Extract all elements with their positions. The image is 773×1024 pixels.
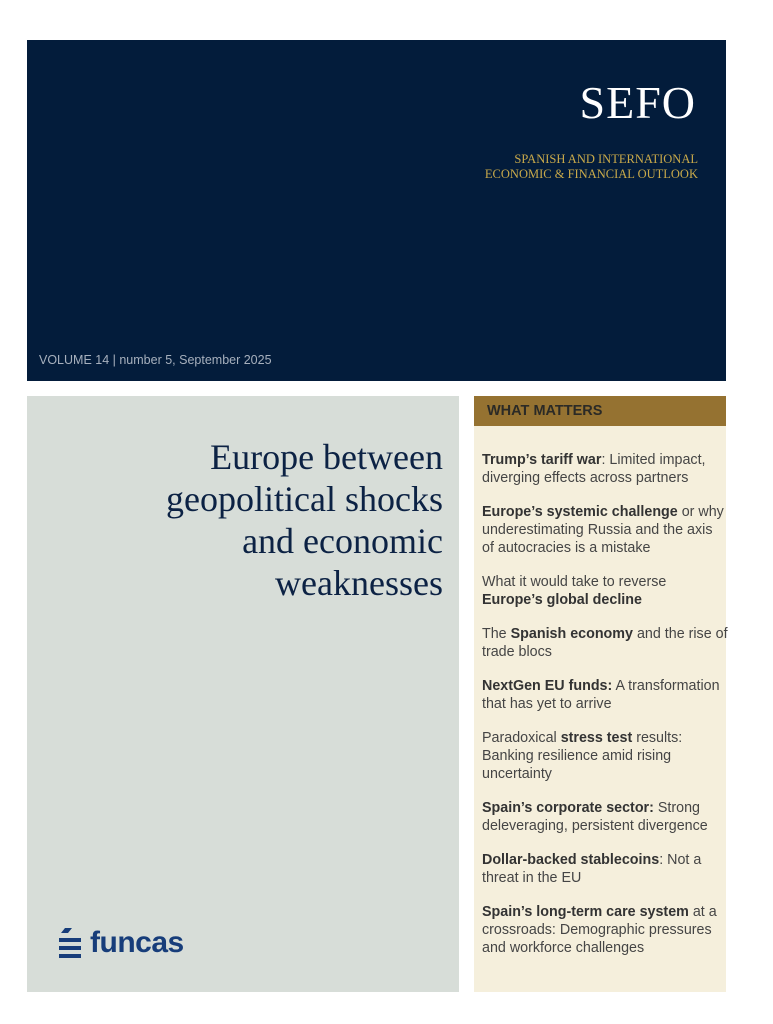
item-text: The [482,626,511,642]
what-matters-title: WHAT MATTERS [474,396,726,426]
item-highlight: Spain’s corporate sector: [482,800,654,816]
what-matters-item [482,903,728,957]
stacked-bars-icon [59,928,81,958]
item-text: Strong deleveraging, persistent divergence [482,800,708,834]
cover-headline [63,436,443,604]
item-text: at a crossroads: Demographic pressures and workforce challenges [482,904,717,956]
what-matters-item [482,573,728,609]
item-text: What it would take to reverse [482,574,667,590]
what-matters-item [482,799,728,835]
subtitle-line-2: ECONOMIC & FINANCIAL OUTLOOK [484,167,698,181]
item-highlight: NextGen EU funds: [482,678,613,694]
item-text: or why underestimating Russia and the axis of autocracies is a mistake [482,504,724,556]
headline-line: geopolitical shocks [166,479,443,519]
what-matters-item [482,503,728,557]
item-text: results: Banking resilience amid rising uncertainty [482,730,683,782]
headline-line: Europe between [210,437,443,477]
what-matters-list [474,426,726,957]
item-highlight: Spanish economy [510,626,633,642]
publication-title: SEFO [579,77,696,128]
item-text: and the rise of trade blocs [482,626,728,660]
what-matters-item [482,851,728,887]
item-text: Paradoxical [482,730,561,746]
what-matters-item [482,729,728,783]
item-highlight: Europe’s systemic challenge [482,504,678,520]
what-matters-item [482,625,728,661]
item-text: : Not a threat in the EU [482,852,702,886]
item-highlight: stress test [560,730,633,746]
logo-text: funcas [90,926,184,959]
headline-line: and economic [242,521,443,561]
what-matters-item [482,451,728,487]
cover-banner [27,40,726,381]
subtitle-line-1: SPANISH AND INTERNATIONAL [514,152,698,166]
item-text: A transformation that has yet to arrive [482,678,720,712]
what-matters-item [482,677,728,713]
publication-subtitle [485,152,698,182]
headline-panel [27,396,459,992]
item-text: : Limited impact, diverging effects across partners [482,452,706,486]
item-highlight: Spain’s long-term care system [482,904,689,920]
item-highlight: Europe’s global decline [482,592,642,608]
headline-line: weaknesses [275,563,443,603]
item-highlight: Dollar-backed stablecoins [482,852,660,868]
volume-info: VOLUME 14 | number 5, September 2025 [39,353,272,367]
item-highlight: Trump’s tariff war [482,452,602,468]
funcas-logo [59,926,184,960]
what-matters-panel [474,396,726,992]
